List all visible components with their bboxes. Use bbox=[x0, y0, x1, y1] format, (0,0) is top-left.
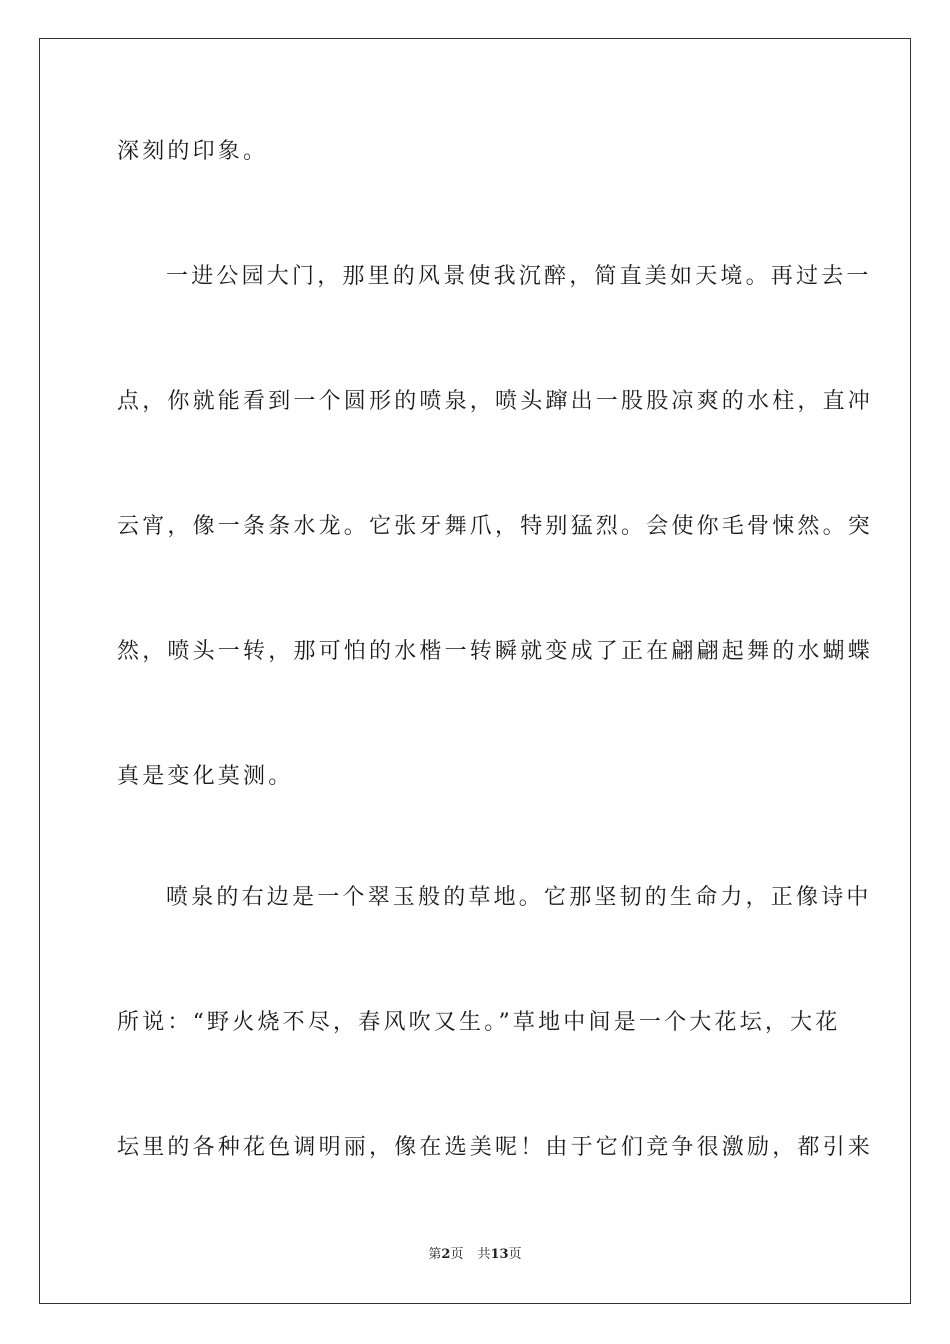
page-footer bbox=[0, 1246, 950, 1264]
page-suffix: 页 bbox=[450, 1247, 464, 1262]
paragraph-first-line: 一进公园大门，那里的风景使我沉醉，简直美如天境。再过去一 bbox=[166, 264, 872, 289]
text-line: 云宵，像一条条水龙。它张牙舞爪，特别猛烈。会使你毛骨悚然。突 bbox=[117, 514, 874, 539]
page-prefix: 第 bbox=[428, 1247, 442, 1262]
text-line: 真是变化莫测。 bbox=[117, 764, 294, 789]
paragraph-first-line: 喷泉的右边是一个翠玉般的草地。它那坚韧的生命力，正像诗中 bbox=[166, 885, 872, 910]
total-pages: 13 bbox=[490, 1247, 509, 1262]
text-line: 深刻的印象。 bbox=[117, 139, 269, 164]
page-border bbox=[39, 38, 911, 1304]
text-line: 所说：“野火烧不尽，春风吹又生。”草地中间是一个大花坛，大花 bbox=[117, 1010, 841, 1035]
text-line: 然，喷头一转，那可怕的水楷一转瞬就变成了正在翩翩起舞的水蝴蝶 bbox=[117, 639, 874, 664]
total-suffix: 页 bbox=[508, 1247, 522, 1262]
total-prefix: 共 bbox=[477, 1247, 491, 1262]
text-line: 坛里的各种花色调明丽，像在选美呢！由于它们竞争很激励，都引来 bbox=[117, 1135, 874, 1160]
page-number: 2 bbox=[441, 1247, 451, 1262]
text-line: 点，你就能看到一个圆形的喷泉，喷头蹿出一股股凉爽的水柱，直冲 bbox=[117, 389, 874, 414]
